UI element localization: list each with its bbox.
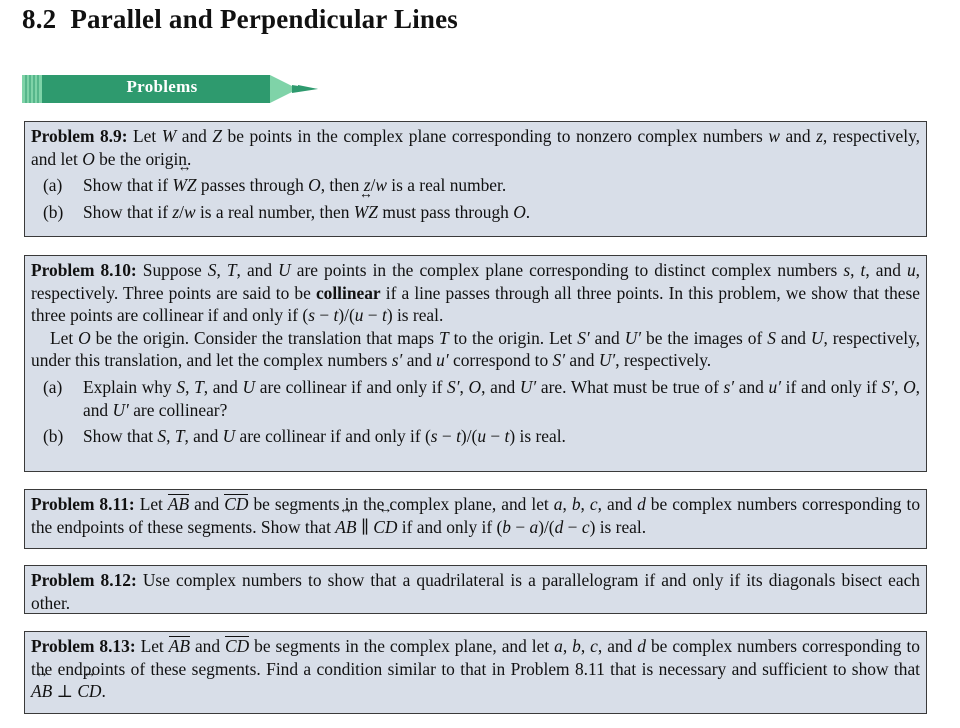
problem-label: Problem 8.13:: [31, 636, 136, 656]
problem-label: Problem 8.9:: [31, 126, 128, 146]
part-label: (a): [43, 376, 63, 397]
part-label: (b): [43, 201, 64, 222]
problems-banner-label: Problems: [126, 77, 198, 96]
part-text: Show that if ↔ WZ passes through O, then z/w is a real number.: [83, 174, 920, 197]
term-collinear: collinear: [315, 282, 381, 303]
problem-8-11: Problem 8.11: Let AB and CD be segments in the complex plane, and let a, b, c, and d be complex numbers corresponding to the endpoints of these segments. Show that ↔ AB ∥ ↔ CD if and only if (b − a)/(d − c) is real.: [24, 489, 927, 549]
part-text: Show that if z/w is a real number, then ↔ WZ must pass through O.: [83, 201, 920, 224]
problem-part-a: [31, 174, 920, 197]
problem-8-9: Problem 8.9: Let W and Z be points in the complex plane corresponding to nonzero complex numbers w and z, respectively, and let O be the origin. (a) Show that if ↔ WZ passes through O, then z/w is a real number. (b) Show that if z/w is a real number, then ↔ WZ must pass through O.: [24, 121, 927, 237]
problem-8-10: Problem 8.10: Suppose S, T, and U are points in the complex plane corresponding to distinct complex numbers s, t, and u, respectively. Three points are said to be collinear if a line passes through all three points. In this problem, we show that these three points are collinear if and only if (s − t)/(u − t) is real. Let O be the origin. Consider the translation that maps T to the origin. Let S′ and U′ be the images of S and U, respectively, under this translation, and let the complex numbers s′ and u′ correspond to S′ and U′, respectively. (a) Explain why S, T, and U are collinear if and only if S′, O, and U′ are. What must be true of s′ and u′ if and only if S′, O, and U′ are collinear? (b) Show that S, T, and U are collinear if and only if (s − t)/(u − t) is real.: [24, 255, 927, 472]
problem-text: Use complex numbers to show that a quadrilateral is a parallelogram if and only if its diagonals bisect each other.: [31, 570, 921, 613]
problem-8-13: Problem 8.13: Let AB and CD be segments in the complex plane, and let a, b, c, and d be complex numbers corresponding to the endpoints of these segments. Find a condition similar to that in Problem 8.11 that is necessary and sufficient to show that ↔ AB ⊥ ↔ CD.: [24, 631, 927, 714]
part-label: (a): [43, 175, 63, 196]
problem-part-a: [31, 376, 920, 421]
problem-label: Problem 8.11:: [31, 494, 135, 514]
section-title-text: Parallel and Perpendicular Lines: [70, 4, 459, 34]
problem-part-b: [31, 425, 920, 448]
part-text: Show that S, T, and U are collinear if and only if (s − t)/(u − t) is real.: [83, 426, 566, 447]
problem-label: Problem 8.10:: [31, 260, 137, 280]
problem-part-b: [31, 201, 920, 224]
part-label: (b): [43, 426, 64, 447]
part-text: Explain why S, T, and U are collinear if and only if S′, O, and U′ are. What must be true of s′ and u′ if and only if S′, O, and U′ are collinear?: [83, 376, 921, 420]
problem-8-12: [24, 565, 927, 614]
problem-label: Problem 8.12:: [31, 570, 137, 590]
section-title: [22, 4, 458, 35]
section-number: 8.2: [22, 4, 57, 34]
